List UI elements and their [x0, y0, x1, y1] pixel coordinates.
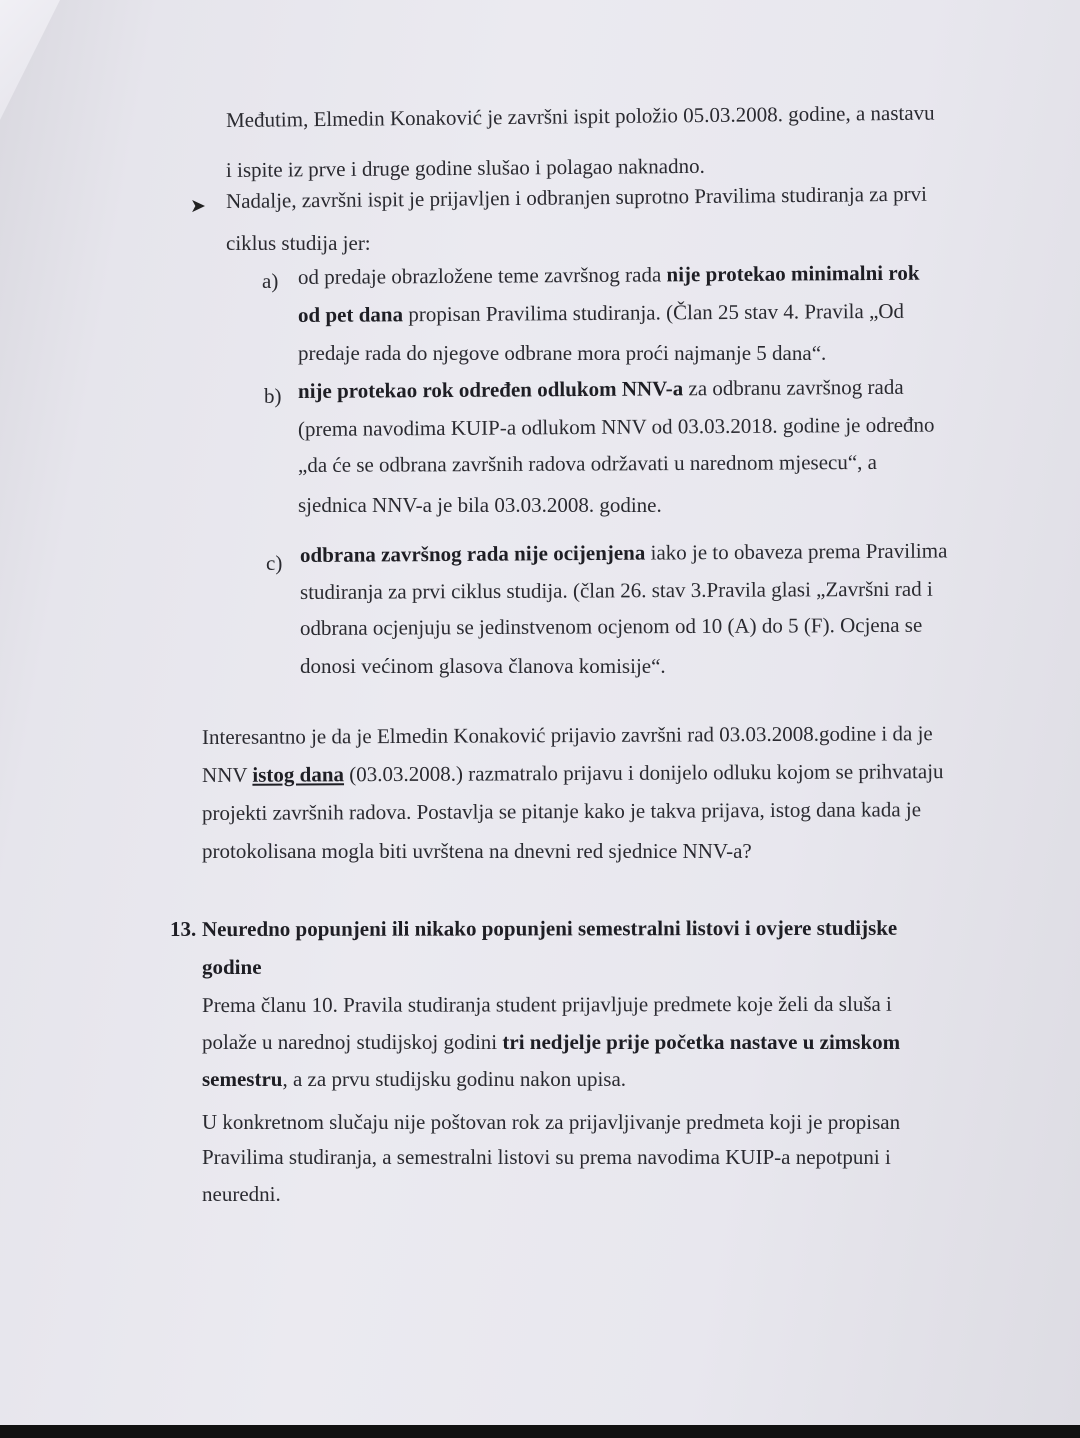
section-13-p1-line-3-text: , a za prvu studijsku godinu nakon upisa. — [282, 1067, 627, 1091]
item-a-line-3: predaje rada do njegove odbrane mora proći najmanje 5 dana“. — [298, 341, 827, 365]
section-13-p1-line-3 — [202, 1060, 626, 1098]
bullet-line-1: Nadalje, završni ispit je prijavljen i odbranjen suprotno Pravilima studiranja za prvi — [225, 181, 928, 213]
section-13-p2-line-2: Pravilima studiranja, a semestralni listovi su prema navodima KUIP-a nepotpuni i — [202, 1145, 891, 1169]
para2-line-2-text-pre: NNV — [201, 762, 248, 787]
para2-line-3: projekti završnih radova. Postavlja se pitanje kako je takva prijava, istog dana kada je — [201, 797, 922, 825]
item-c-line-2: studiranja za prvi ciklus studija. (član 26. stav 3.Pravila glasi „Završni rad i — [299, 576, 933, 604]
para2-line-2 — [202, 752, 944, 794]
para2-line-1: Interesantno je da je Elmedin Konaković prijavio završni rad 03.03.2008.godine i da je — [201, 721, 933, 749]
section-13-p1-line-2 — [202, 1023, 900, 1061]
item-a-line-1-text: od predaje obrazložene teme završnog rada — [297, 262, 662, 289]
section-13-p1-line-2-bold: tri nedjelje prije početka nastave u zimskom — [502, 1030, 901, 1054]
item-a-line-2 — [298, 292, 904, 334]
arrow-bullet-icon: ➤ — [190, 196, 206, 217]
page-corner — [0, 0, 60, 120]
item-b-line-3: „da će se odbrana završnih radova održavati u narednom mjesecu“, a — [297, 449, 878, 477]
section-13-p1-line-1: Prema članu 10. Pravila studiranja student prijavljuje predmete koje želi da sluša i — [201, 991, 892, 1017]
item-b-marker: b) — [264, 384, 282, 408]
section-13-p1-line-2-text: polaže u narednoj studijskoj godini — [202, 1030, 498, 1054]
item-b-line-2: (prema navodima KUIP-a odlukom NNV od 03.03.2018. godine je određno — [297, 412, 935, 441]
item-a-line-1-bold: nije protekao minimalni rok — [666, 260, 920, 287]
section-13-p2-line-3: neuredni. — [202, 1182, 281, 1206]
para2-line-2-underlined: istog dana — [252, 762, 345, 787]
section-13-heading-line-1: Neuredno popunjeni ili nikako popunjeni semestralni listovi i ovjere studijske — [201, 915, 898, 941]
item-c-line-3: odbrana ocjenjuju se jedinstvenom ocjenom od 10 (A) do 5 (F). Ocjena se — [299, 612, 923, 640]
section-13-p1-line-3-bold: semestru — [202, 1067, 283, 1091]
item-a-line-1 — [298, 254, 920, 296]
item-b-line-1 — [298, 368, 904, 410]
item-a-line-2-text: propisan Pravilima studiranja. (Član 25 stav 4. Pravila „Od — [408, 298, 905, 327]
section-13-p2-line-1: U konkretnom slučaju nije poštovan rok za prijavljivanje predmeta koji je propisan — [202, 1110, 901, 1134]
item-c-line-1-bold: odbrana završnog rada nije ocijenjena — [299, 540, 646, 567]
bullet-line-2: ciklus studija jer: — [226, 231, 371, 255]
item-c-line-1 — [300, 531, 948, 574]
bottom-edge — [0, 1425, 1080, 1438]
para2-line-4: protokolisana mogla biti uvrštena na dnevni red sjednice NNV-a? — [202, 839, 752, 863]
item-c-line-4: donosi većinom glasova članova komisije“. — [300, 654, 666, 678]
item-a-marker: a) — [262, 269, 279, 293]
item-b-line-1-text: za odbranu završnog rada — [688, 374, 904, 401]
item-b-line-1-bold: nije protekao rok određen odlukom NNV-a — [297, 376, 684, 403]
item-c-line-1-text: iako je to obaveza prema Pravilima — [650, 538, 948, 565]
item-c-marker: c) — [266, 551, 283, 575]
para2-line-2-text-post: (03.03.2008.) razmatralo prijavu i donijelo odluku kojom se prihvataju — [349, 759, 944, 787]
section-13-number: 13. — [170, 917, 197, 941]
intro-line-1: Međutim, Elmedin Konaković je završni ispit položio 05.03.2008. godine, a nastavu — [225, 100, 935, 132]
intro-line-2: i ispite iz prve i druge godine slušao i polagao naknadno. — [225, 153, 705, 182]
section-13-heading-line-2: godine — [202, 955, 262, 979]
item-b-line-4: sjednica NNV-a je bila 03.03.2008. godine. — [298, 493, 662, 517]
item-a-line-2-bold: od pet dana — [297, 302, 404, 327]
